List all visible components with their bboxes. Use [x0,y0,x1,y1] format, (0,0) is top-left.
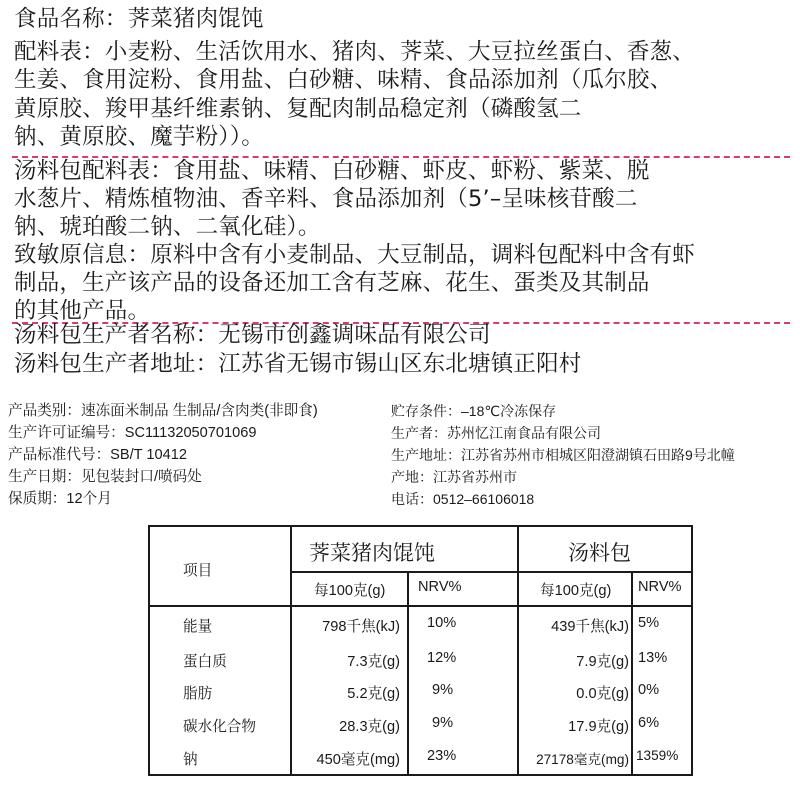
nutrient-name: 能量 [183,619,213,635]
dumpling-value: 28.3克(g) [339,719,400,735]
allergen-line: 致敏原信息：原料中含有小麦制品、大豆制品，调料包配料中含有虾 [14,242,696,268]
nutrition-table [148,525,693,776]
ingredients-line: 黄原胶、羧甲基纤维素钠、复配肉制品稳定剂（磷酸氢二 [14,96,582,122]
table-line [150,605,691,607]
dumpling-value: 7.3克(g) [347,654,400,670]
product-name: 食品名称：荠菜猪肉馄饨 [14,6,264,32]
ingredients-line: 配料表：小麦粉、生活饮用水、猪肉、荠菜、大豆拉丝蛋白、香葱、 [14,39,696,65]
column-header-dumpling: 荠菜猪肉馄饨 [309,542,435,565]
dumpling-nrv: 10% [427,615,457,631]
soup-value: 0.0克(g) [576,686,629,702]
soup-producer-name: 汤料包生产者名称：无锡市创鑫调味品有限公司 [14,322,491,348]
soup-value: 17.9克(g) [568,719,629,735]
info-line: 生产日期：见包装封口/喷码处 [8,469,202,485]
info-left-column [8,400,318,510]
soup-value: 7.9克(g) [576,654,629,670]
dumpling-value: 5.2克(g) [347,686,400,702]
nrv-label: NRV% [418,579,462,595]
allergen-line: 制品，生产该产品的设备还加工含有芝麻、花生、蛋类及其制品 [14,270,650,296]
nutrient-name: 蛋白质 [183,654,227,670]
dumpling-nrv: 9% [432,682,454,698]
allergen-line: 的其他产品。 [14,298,151,324]
info-line: 生产地址：江苏省苏州市相城区阳澄湖镇石田路9号北幢 [391,447,735,463]
column-header-soup: 汤料包 [568,542,631,565]
info-line: 保质期：12个月 [8,491,112,507]
table-line [407,571,409,774]
info-line: 产地：江苏省苏州市 [391,469,517,485]
soup-nrv: 1359% [636,748,679,763]
info-line: 产品类别：速冻面米制品 生制品/含肉类(非即食) [8,403,318,419]
soup-producer-address: 汤料包生产者地址：江苏省无锡市锡山区东北塘镇正阳村 [14,351,582,377]
dumpling-nrv: 23% [427,748,457,764]
dumpling-nrv: 12% [427,650,457,666]
table-line [517,527,519,774]
info-right-column [391,400,735,510]
nutrient-name: 碳水化合物 [183,719,256,735]
item-header: 项目 [183,563,213,579]
info-line: 生产许可证编号：SC11132050701069 [8,425,257,441]
soup-value: 439千焦(kJ) [551,619,629,635]
nutrient-name: 钠 [183,752,198,768]
info-line: 贮存条件：–18℃冷冻保存 [391,403,557,419]
info-line: 产品标准代号：SB/T 10412 [8,447,187,463]
per100-label: 每100克(g) [314,583,386,599]
ingredients-line: 生姜、食用淀粉、食用盐、白砂糖、味精、食品添加剂（瓜尔胶、 [14,67,673,93]
dumpling-nrv: 9% [432,715,454,731]
nutrient-name: 脂肪 [183,686,213,702]
soup-ingredients-line: 钠、琥珀酸二钠、二氧化硅）。 [14,214,321,240]
soup-nrv: 13% [638,650,668,666]
soup-nrv: 0% [638,682,660,698]
info-line: 电话：0512–66106018 [391,491,535,507]
dumpling-value: 798千焦(kJ) [322,619,400,635]
soup-value: 27178毫克(mg) [536,752,629,767]
soup-nrv: 6% [638,715,660,731]
nrv-label: NRV% [638,579,682,595]
table-line [631,571,633,774]
ingredients-line: 钠、黄原胶、魔芋粉））。 [14,124,264,150]
table-line [290,527,292,774]
per100-label: 每100克(g) [540,583,612,599]
info-line: 生产者：苏州忆江南食品有限公司 [391,425,601,441]
soup-ingredients-line: 汤料包配料表：食用盐、味精、白砂糖、虾皮、虾粉、紫菜、脱 [14,158,650,184]
soup-ingredients-line: 水葱片、精炼植物油、香辛料、食品添加剂（5’–呈味核苷酸二 [14,186,638,212]
soup-nrv: 5% [638,615,660,631]
dumpling-value: 450毫克(mg) [316,752,400,768]
